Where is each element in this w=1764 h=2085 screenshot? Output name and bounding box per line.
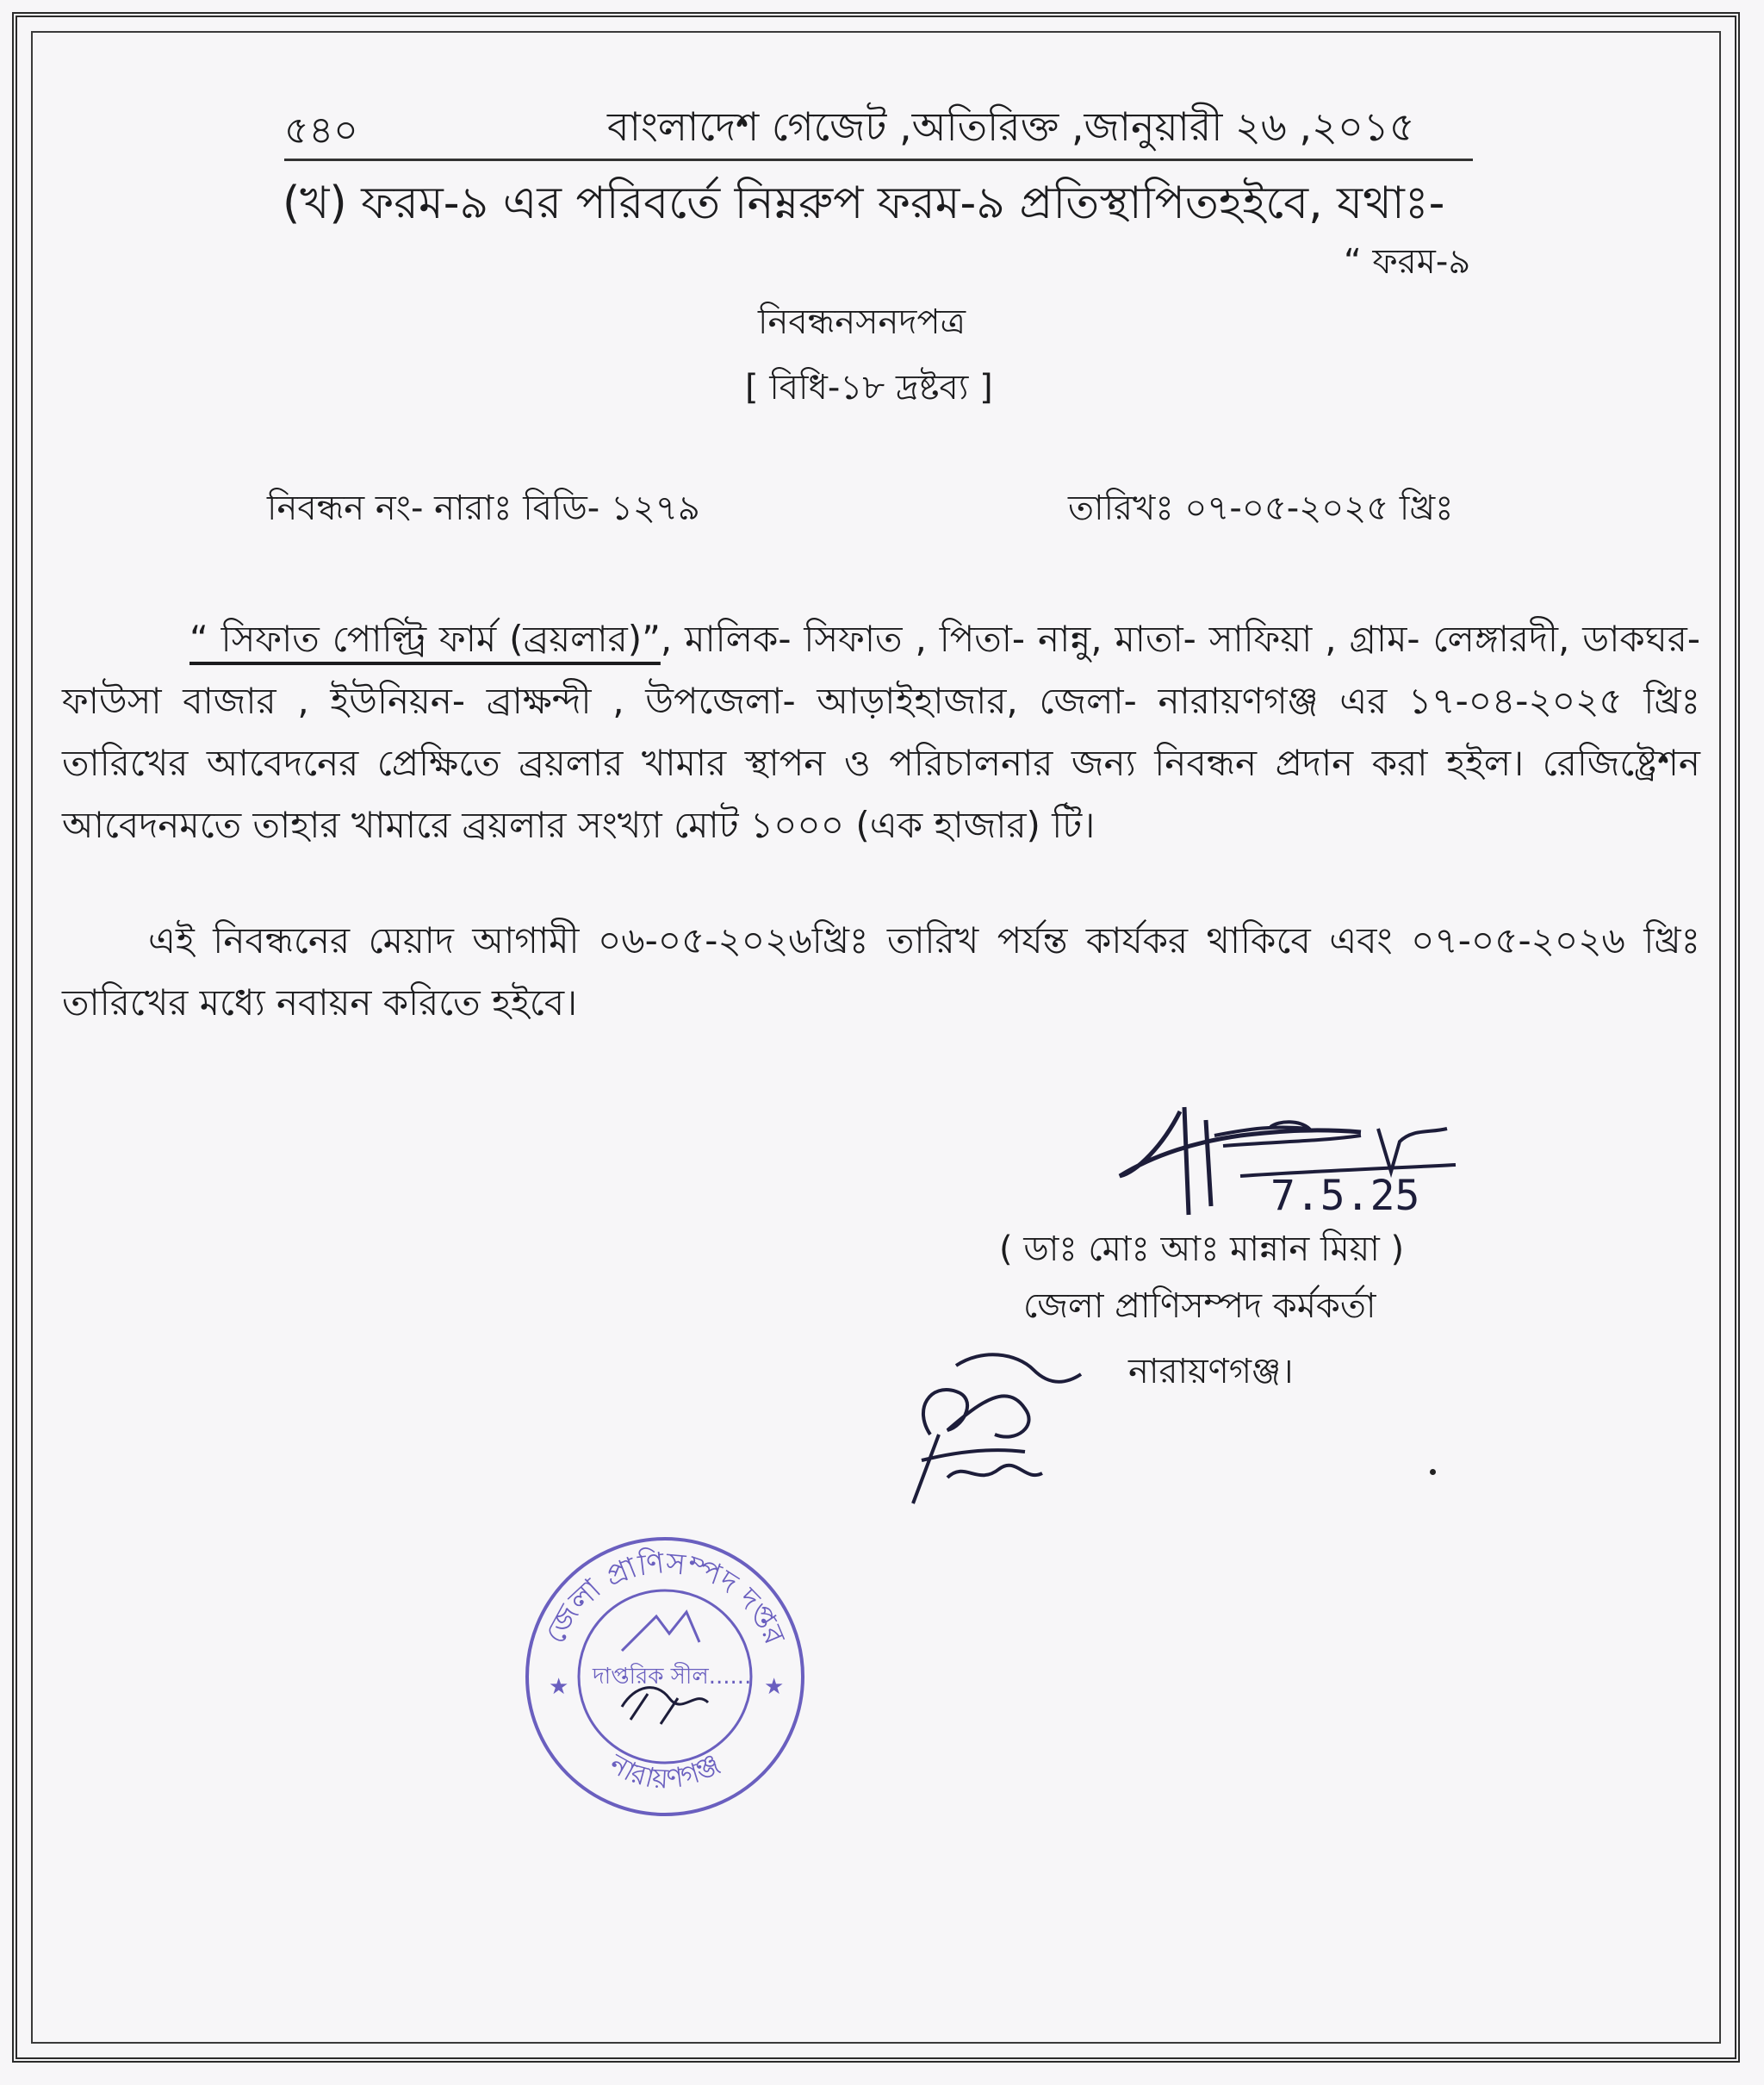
ink-dot	[1430, 1469, 1436, 1475]
rule-reference: [ বিধি-১৮ দ্রষ্টব্য ]	[745, 368, 993, 408]
officer-name: ( ডাঃ মোঃ আঃ মান্নান মিয়া )	[999, 1229, 1405, 1269]
amendment-line: (খ) ফরম-৯ এর পরিবর্তে নিম্নরুপ ফরম-৯ প্রতিস্থাপিতহইবে, যথাঃ-	[283, 177, 1445, 229]
svg-text:★: ★	[549, 1674, 569, 1700]
registration-date: তারিখঃ ০৭-০৫-২০২৫ খ্রিঃ	[1068, 489, 1454, 528]
seal-center-label: দাপ্তরিক সীল......	[593, 1664, 752, 1690]
certificate-title: নিবন্ধনসনদপত্র	[758, 302, 966, 342]
office-district: নারায়ণগঞ্জ।	[1128, 1352, 1294, 1391]
registration-number: নিবন্ধন নং- নারাঃ বিডি- ১২৭৯	[267, 489, 700, 528]
registration-paragraph	[62, 608, 1700, 856]
form-label: “ ফরম-৯	[1344, 242, 1471, 282]
seal-ring-bottom: নারায়ণগঞ্জ	[604, 1746, 726, 1796]
svg-text:★: ★	[764, 1674, 785, 1700]
header-rule	[284, 159, 1473, 161]
svg-text:জেলা প্রাণিসম্পদ দপ্তর	[538, 1546, 792, 1650]
svg-text:নারায়ণগঞ্জ	[604, 1746, 726, 1795]
registration-details: , মালিক- সিফাত , পিতা- নান্নু, মাতা- সাফিয়া , গ্রাম- লেঙ্গারদী, ডাকঘর- ফাউসা বাজার , ইউনিয়ন- ব্রাক্ষন্দী , উপজেলা- আড়াইহাজার, জেলা- নারায়ণগঞ্জ এর ১৭-০৪-২০২৫ খ্রিঃ তারিখের আবেদনের প্রেক্ষিতে ব্রয়লার খামার স্থাপন ও পরিচালনার জন্য নিবন্ধন প্রদান করা হইল। রেজিষ্ট্রেশন আবেদনমতে তাহার খামারে ব্রয়লার সংখ্যা মোট ১০০০ (এক হাজার) টি।	[62, 618, 1700, 846]
validity-paragraph: এই নিবন্ধনের মেয়াদ আগামী ০৬-০৫-২০২৬খ্রিঃ তারিখ পর্যন্ত কার্যকর থাকিবে এবং ০৭-০৫-২০২৬ খ্রিঃ তারিখের মধ্যে নবায়ন করিতে হইবে।	[62, 919, 1700, 1024]
signature-date: 7.5.25	[1270, 1172, 1420, 1220]
farm-name: “ সিফাত পোল্ট্রি ফার্ম (ব্রয়লার)”	[189, 618, 661, 660]
seal-ring-top: জেলা প্রাণিসম্পদ দপ্তর	[537, 1546, 792, 1650]
page-number: ৫৪০	[284, 109, 358, 152]
initials-signature	[896, 1331, 1094, 1512]
officer-title: জেলা প্রাণিসম্পদ কর্মকর্তা	[1023, 1286, 1376, 1326]
gazette-title: বাংলাদেশ গেজেট ,অতিরিক্ত ,জানুয়ারী ২৬ ,২০১৫	[607, 103, 1415, 150]
